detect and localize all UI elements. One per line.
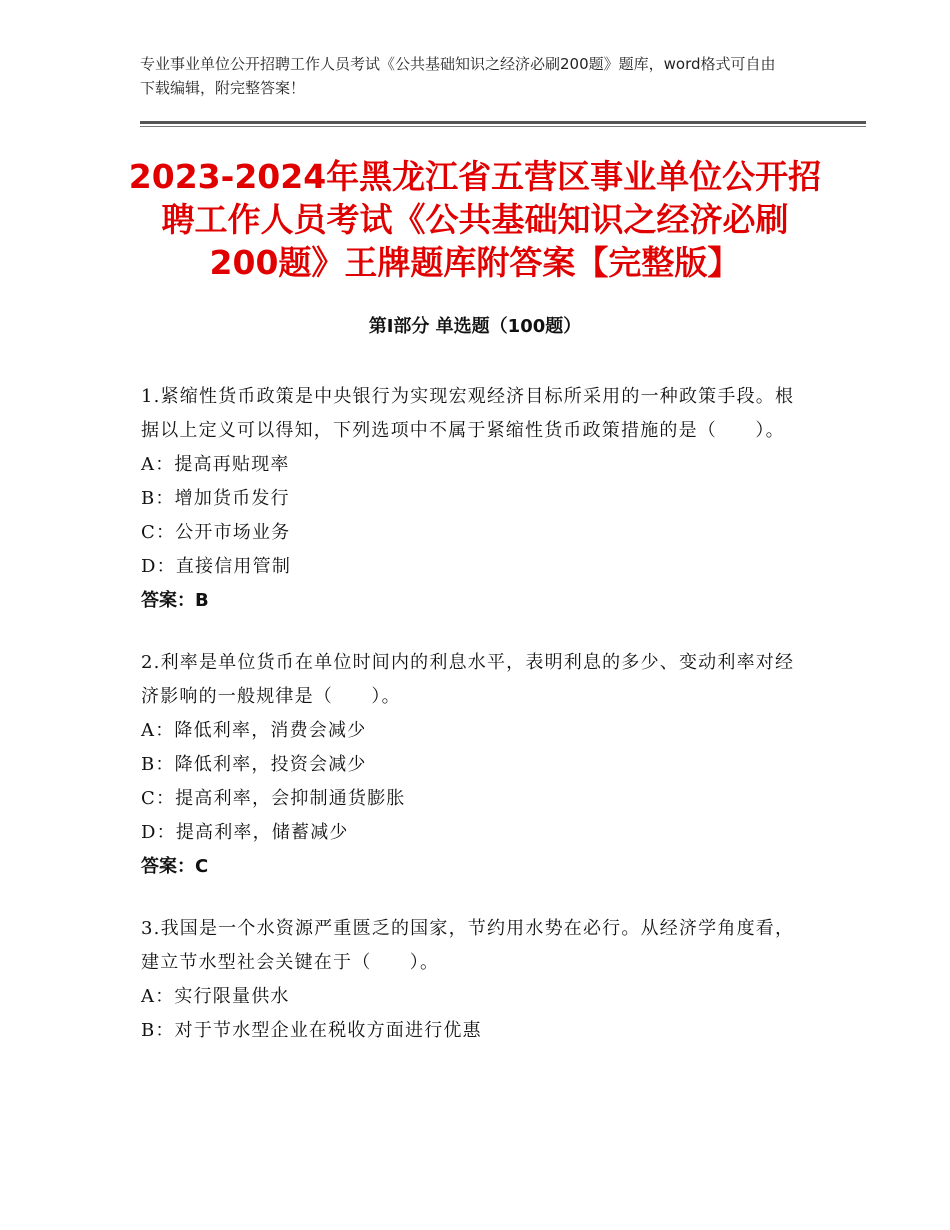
- option-b: B：降低利率，投资会减少: [141, 754, 367, 775]
- option-d: D：提高利率，储蓄减少: [141, 822, 349, 843]
- header-divider-thin: [140, 126, 866, 127]
- answer-line: 答案：B: [141, 590, 209, 611]
- option-a: A：提高再贴现率: [141, 454, 290, 475]
- question-1: [141, 380, 801, 618]
- question-3: [141, 912, 801, 1048]
- option-a: A：实行限量供水: [141, 986, 290, 1007]
- section-heading: 第Ⅰ部分 单选题（100题）: [368, 316, 582, 337]
- option-a: A：降低利率，消费会减少: [141, 720, 367, 741]
- question-stem: 1.紧缩性货币政策是中央银行为实现宏观经济目标所采用的一种政策手段。根据以上定义可以得知，下列选项中不属于紧缩性货币政策措施的是（ ）。: [141, 386, 795, 441]
- option-d: D：直接信用管制: [141, 556, 292, 577]
- question-stem: 3.我国是一个水资源严重匮乏的国家，节约用水势在必行。从经济学角度看，建立节水型社会关键在于（ ）。: [141, 918, 795, 973]
- document-title: 2023-2024年黑龙江省五营区事业单位公开招聘工作人员考试《公共基础知识之经济必刷200题》王牌题库附答案【完整版】: [128, 157, 822, 282]
- header-note: 专业事业单位公开招聘工作人员考试《公共基础知识之经济必刷200题》题库，word格式可自由下载编辑，附完整答案！: [140, 55, 776, 97]
- option-b: B：对于节水型企业在税收方面进行优惠: [141, 1020, 482, 1041]
- question-2: [141, 646, 801, 884]
- header-divider-thick: [140, 121, 866, 124]
- answer-line: 答案：C: [141, 856, 209, 877]
- question-stem: 2.利率是单位货币在单位时间内的利息水平，表明利息的多少、变动利率对经济影响的一般规律是（ ）。: [141, 652, 795, 707]
- option-c: C：提高利率，会抑制通货膨胀: [141, 788, 406, 809]
- option-c: C：公开市场业务: [141, 522, 291, 543]
- option-b: B：增加货币发行: [141, 488, 290, 509]
- question-list: [141, 380, 801, 1076]
